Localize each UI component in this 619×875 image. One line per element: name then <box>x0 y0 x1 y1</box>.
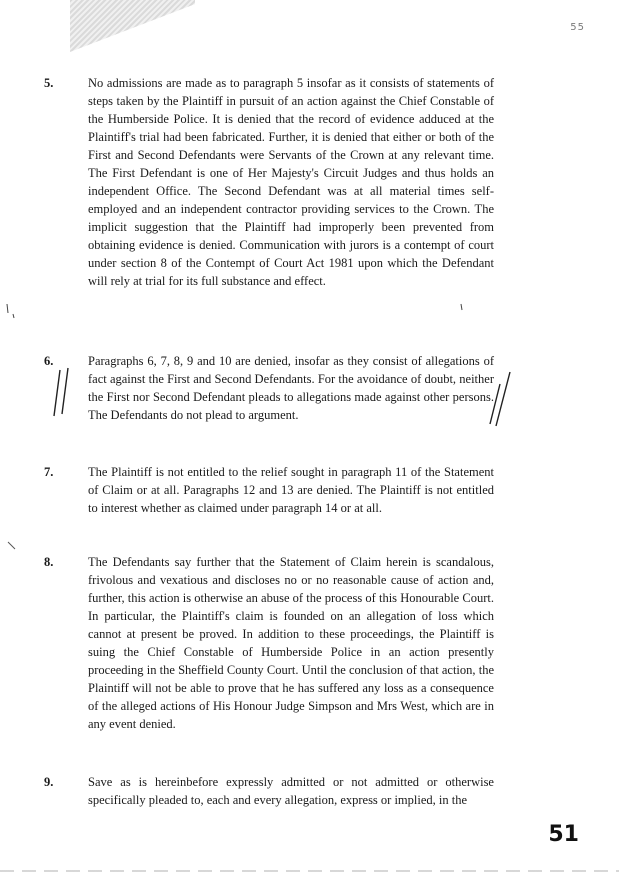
paragraph-9 <box>44 773 494 809</box>
paragraph-number: 9. <box>44 775 54 789</box>
paragraph-8 <box>44 553 494 733</box>
paragraph-text: The Defendants say further that the Statement of Claim herein is scandalous, frivolous and vexatious and discloses no or no reasonable cause of action and, further, this action is otherwise an abuse of the process of this Honourable Court. In particular, the Plaintiff's claim is founded on an allegation of loss which cannot at present be proved. In addition to these proceedings, the Plaintiff is suing the Chief Constable of Humberside Police in an action presently proceeding in the Sheffield County Court. Until the conclusion of that action, the Plaintiff will not be able to prove that he has suffered any loss as a consequence of the alleged actions of His Honour Judge Simpson and Mrs West, which are in any event denied. <box>88 555 494 731</box>
paragraph-6 <box>44 352 494 424</box>
handwritten-double-slash-left <box>50 366 72 426</box>
scan-artifact-line <box>0 870 619 872</box>
paragraph-text: Paragraphs 6, 7, 8, 9 and 10 are denied, insofar as they consist of allegations of fact against the First and Second Defendants. For the avoidance of doubt, neither the First nor Second Defendant pleads to allegations made against other persons. The Defendants do not plead to argument. <box>88 354 494 422</box>
handwritten-page-number-top: 55 <box>570 22 585 33</box>
paragraph-7 <box>44 463 494 517</box>
stray-pen-mark <box>458 302 466 312</box>
folded-corner <box>70 0 195 52</box>
paragraph-5 <box>44 74 494 290</box>
paragraph-text: The Plaintiff is not entitled to the relief sought in paragraph 11 of the Statement of Claim or at all. Paragraphs 12 and 13 are denied. The Plaintiff is not entitled to interest whether as claimed under paragraph 14 or at all. <box>88 465 494 515</box>
margin-pen-mark <box>6 540 18 552</box>
handwritten-page-number-bottom: 51 <box>548 822 579 847</box>
paragraph-text: No admissions are made as to paragraph 5 insofar as it consists of statements of steps taken by the Plaintiff in pursuit of an action against the Chief Constable of the Humberside Police. It is denied that the record of evidence adduced at the Plaintiff's trial had been fabricated. Further, it is denied that either or both of the First and Second Defendants were Servants of the Crown at any relevant time. The First Defendant is one of Her Majesty's Circuit Judges and thus holds an independent Office. The Second Defendant was at all material times self-employed and an independent contractor providing services to the Crown. The implicit suggestion that the Plaintiff had improperly been prevented from obtaining evidence is denied. Communication with jurors is a contempt of court under section 8 of the Contempt of Court Act 1981 upon which the Defendant will rely at trial for its full substance and effect. <box>88 76 494 288</box>
paragraph-number: 5. <box>44 76 54 90</box>
margin-pen-mark <box>3 302 17 320</box>
paragraph-number: 8. <box>44 555 54 569</box>
paragraph-text: Save as is hereinbefore expressly admitted or not admitted or otherwise specifically pleaded to, each and every allegation, express or implied, in the <box>88 775 494 807</box>
paragraph-number: 6. <box>44 354 54 368</box>
handwritten-double-slash-right <box>484 368 514 430</box>
paragraph-number: 7. <box>44 465 54 479</box>
